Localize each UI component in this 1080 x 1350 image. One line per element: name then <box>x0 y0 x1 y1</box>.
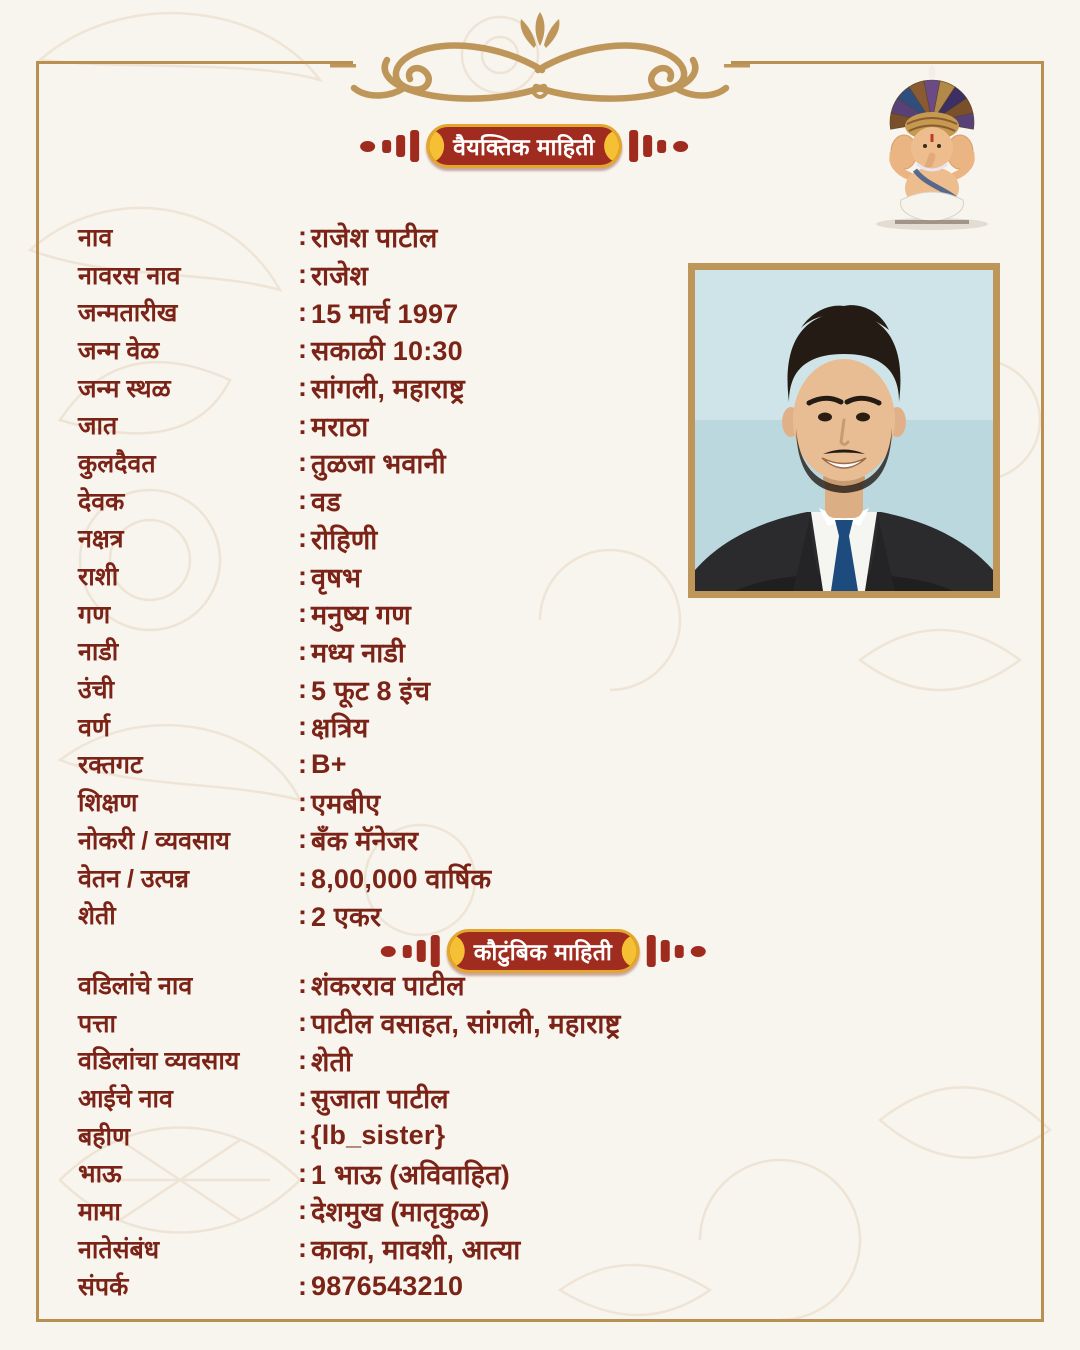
field-label: नातेसंबंध <box>78 1235 160 1264</box>
info-row <box>78 783 1018 821</box>
colon-separator: : <box>298 409 307 440</box>
field-value: 5 फूट 8 इंच <box>311 675 431 706</box>
field-value: शेती <box>311 1046 353 1077</box>
field-label: कुलदैवत <box>78 449 156 478</box>
field-value: {lb_sister} <box>311 1120 446 1151</box>
section-title: कौटुंबिक माहिती <box>473 939 613 965</box>
field-label: वडिलांचा व्यवसाय <box>78 1047 240 1076</box>
colon-separator: : <box>298 673 307 704</box>
field-label: नावरस नाव <box>78 261 181 290</box>
frame-border-top-left <box>36 61 353 64</box>
colon-separator: : <box>298 711 307 742</box>
info-row <box>78 1079 1018 1117</box>
colon-separator: : <box>298 560 307 591</box>
colon-separator: : <box>298 372 307 403</box>
badge-dot-icon <box>381 946 396 957</box>
colon-separator: : <box>298 1233 307 1264</box>
section-title: वैयक्तिक माहिती <box>453 134 595 160</box>
field-value: 9876543210 <box>311 1270 464 1301</box>
field-value: तुळजा भवानी <box>311 449 446 480</box>
field-value: मध्य नाडी <box>311 637 406 668</box>
field-label: जन्मतारीख <box>78 299 178 328</box>
field-label: मामा <box>78 1197 121 1226</box>
field-value: शंकरराव पाटील <box>311 971 465 1002</box>
field-value: 2 एकर <box>311 901 382 932</box>
field-label: जन्म वेळ <box>78 336 160 365</box>
colon-separator: : <box>298 1120 307 1151</box>
field-label: राशी <box>78 563 119 592</box>
field-value: सुजाता पाटील <box>311 1084 449 1115</box>
colon-separator: : <box>298 1044 307 1075</box>
field-value: बँक मॅनेजर <box>311 826 419 857</box>
section-header-personal <box>360 124 688 168</box>
info-row <box>78 1268 1018 1306</box>
colon-separator: : <box>298 522 307 553</box>
field-value: क्षत्रिय <box>311 713 369 744</box>
field-value: मराठा <box>311 411 369 442</box>
colon-separator: : <box>298 598 307 629</box>
info-row <box>78 1041 1018 1079</box>
info-row <box>78 670 1018 708</box>
field-value: काका, मावशी, आत्या <box>311 1235 521 1266</box>
profile-photo <box>688 263 1000 598</box>
field-label: भाऊ <box>78 1160 122 1189</box>
info-row <box>78 218 1018 256</box>
field-label: जन्म स्थळ <box>78 374 171 403</box>
colon-separator: : <box>298 1157 307 1188</box>
info-row <box>78 821 1018 859</box>
field-label: नोकरी / व्यवसाय <box>78 826 230 855</box>
badge-left-ornament <box>403 935 440 967</box>
badge-dot-icon <box>360 141 375 152</box>
field-label: उंची <box>78 676 115 705</box>
badge-dot-icon <box>690 946 705 957</box>
field-label: गण <box>78 600 111 629</box>
info-row <box>78 1117 1018 1155</box>
field-label: संपर्क <box>78 1273 129 1302</box>
info-row <box>78 633 1018 671</box>
family-info-list <box>78 966 1018 1305</box>
field-label: आईचे नाव <box>78 1084 173 1113</box>
top-flourish-ornament <box>330 8 750 112</box>
field-label: शेती <box>78 902 116 931</box>
field-value: वड <box>311 487 341 518</box>
colon-separator: : <box>298 447 307 478</box>
field-value: 8,00,000 वार्षिक <box>311 864 492 895</box>
field-label: नाडी <box>78 638 119 667</box>
colon-separator: : <box>298 485 307 516</box>
field-label: बहीण <box>78 1122 131 1151</box>
frame-border-right <box>1041 61 1044 1322</box>
field-value: राजेश <box>311 261 369 292</box>
badge-right-ornament <box>646 935 683 967</box>
colon-separator: : <box>298 1270 307 1301</box>
colon-separator: : <box>298 862 307 893</box>
ganesha-idol-image <box>856 64 1008 232</box>
info-row <box>78 595 1018 633</box>
frame-border-left <box>36 61 39 1322</box>
info-row <box>78 1004 1018 1042</box>
field-label: नाव <box>78 223 113 252</box>
field-value: B+ <box>311 748 347 779</box>
info-row <box>78 859 1018 897</box>
info-row <box>78 1230 1018 1268</box>
colon-separator: : <box>298 1007 307 1038</box>
frame-border-bottom <box>36 1319 1044 1322</box>
info-row <box>78 1154 1018 1192</box>
field-value: वृषभ <box>311 562 362 593</box>
field-label: शिक्षण <box>78 789 138 818</box>
field-value: सांगली, महाराष्ट्र <box>311 374 465 405</box>
field-value: एमबीए <box>311 788 381 819</box>
colon-separator: : <box>298 824 307 855</box>
colon-separator: : <box>298 969 307 1000</box>
field-label: वर्ण <box>78 713 110 742</box>
info-row <box>78 1192 1018 1230</box>
info-row <box>78 708 1018 746</box>
colon-separator: : <box>298 786 307 817</box>
field-label: वडिलांचे नाव <box>78 971 193 1000</box>
section-title-pill <box>426 124 622 168</box>
field-label: वेतन / उत्पन्न <box>78 864 190 893</box>
badge-right-ornament <box>629 130 666 162</box>
field-value: राजेश पाटील <box>311 223 438 254</box>
colon-separator: : <box>298 1195 307 1226</box>
portrait-illustration <box>695 270 993 591</box>
field-value: मनुष्य गण <box>311 600 411 631</box>
field-value: 1 भाऊ (अविवाहित) <box>311 1159 510 1190</box>
colon-separator: : <box>298 1082 307 1113</box>
field-label: रक्तगट <box>78 751 143 780</box>
field-value: 15 मार्च 1997 <box>311 298 459 329</box>
badge-left-ornament <box>382 130 419 162</box>
colon-separator: : <box>298 899 307 930</box>
colon-separator: : <box>298 748 307 779</box>
field-label: पत्ता <box>78 1009 116 1038</box>
colon-separator: : <box>298 259 307 290</box>
colon-separator: : <box>298 221 307 252</box>
colon-separator: : <box>298 635 307 666</box>
field-label: देवक <box>78 487 125 516</box>
colon-separator: : <box>298 296 307 327</box>
field-value: रोहिणी <box>311 524 378 555</box>
field-label: जात <box>78 412 118 441</box>
info-row <box>78 746 1018 784</box>
colon-separator: : <box>298 334 307 365</box>
field-label: नक्षत्र <box>78 525 124 554</box>
field-value: सकाळी 10:30 <box>311 336 463 367</box>
info-row <box>78 966 1018 1004</box>
badge-dot-icon <box>673 141 688 152</box>
field-value: पाटील वसाहत, सांगली, महाराष्ट्र <box>311 1009 621 1040</box>
field-value: देशमुख (मातृकुळ) <box>311 1197 490 1228</box>
